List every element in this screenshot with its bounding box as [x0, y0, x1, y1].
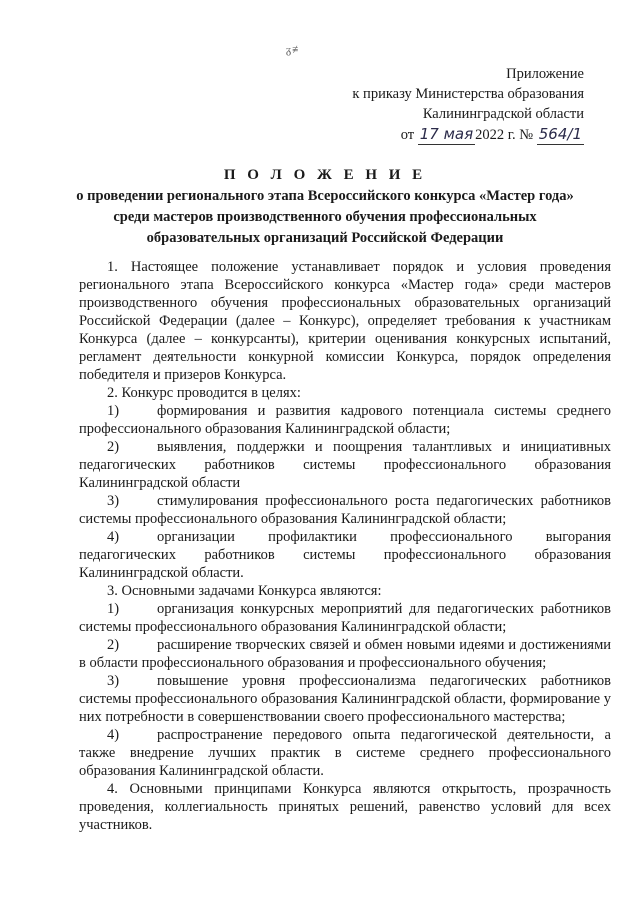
approval-ministry: к приказу Министерства образования [352, 86, 584, 102]
handwritten-scribble: ᵹ≢ [286, 44, 305, 56]
list-item-number: 2) [107, 439, 120, 455]
order-prefix: от [400, 127, 415, 143]
title-main: П О Л О Ж Е Н И Е [223, 167, 427, 183]
paragraph-2: 2. Конкурс проводится в целях: [107, 385, 301, 401]
list-item [79, 492, 611, 528]
list-item-number: 1) [107, 601, 120, 617]
paragraph-1: 1. Настоящее положение устанавливает порядок и условия проведения регионального этапа Всероссийского конкурса «Мастер года» среди мастеров производственного обучения профессиональных образовательных организаций Российской Федерации (далее – Конкурс), определяет требования к участникам Конкурса (далее – конкурсанты), критерии оценивания конкурсных испытаний, регламент деятельности конкурной комиссии Конкурса, порядок определения победителя и призеров Конкурса. [79, 259, 611, 383]
list-item-number: 3) [107, 673, 120, 689]
list-item [79, 402, 611, 438]
list-item-text: формирования и развития кадрового потенциала системы среднего профессионального образования Калининградской области; [79, 403, 611, 437]
list-item-text: выявления, поддержки и поощрения талантливых и инициативных педагогических работников системы профессионального образования Калининградской области [79, 439, 611, 491]
order-number-handwritten: 564/1 [538, 125, 582, 143]
approval-region: Калининградской области [422, 106, 584, 122]
list-item [79, 726, 611, 780]
approval-title: Приложение [506, 66, 584, 82]
paragraph-4: 4. Основными принципами Конкурса являются открытость, прозрачность проведения, коллегиальность принятых решений, равенство условий для всех участников. [79, 781, 611, 833]
list-item-text: организация конкурсных мероприятий для педагогических работников системы профессионального образования Калининградской области; [79, 601, 611, 635]
document-title [40, 165, 610, 249]
order-reference [352, 124, 584, 145]
approval-block [352, 64, 584, 145]
list-item [79, 528, 611, 582]
order-date-handwritten: 17 мая [419, 125, 474, 143]
title-subtitle-2: среди мастеров производственного обучения профессиональных [113, 209, 537, 225]
order-year: 2022 г. № [475, 127, 534, 143]
title-subtitle-1: о проведении регионального этапа Всероссийского конкурса «Мастер года» [76, 188, 574, 204]
document-body [79, 258, 611, 834]
list-item-number: 2) [107, 637, 120, 653]
list-item-number: 1) [107, 403, 120, 419]
list-item-text: распространение передового опыта педагогической деятельности, а также внедрение лучших практик в системе среднего профессионального образования Калининградской области. [79, 727, 611, 779]
list-item [79, 600, 611, 636]
paragraph-3: 3. Основными задачами Конкурса являются: [107, 583, 382, 599]
list-item-text: стимулирования профессионального роста педагогических работников системы профессионального образования Калининградской области; [79, 493, 611, 527]
list-item-number: 4) [107, 727, 120, 743]
list-item-number: 3) [107, 493, 120, 509]
list-item-number: 4) [107, 529, 120, 545]
list-item [79, 672, 611, 726]
title-subtitle-3: образовательных организаций Российской Федерации [146, 230, 504, 246]
list-item-text: организации профилактики профессионального выгорания педагогических работников системы профессионального образования Калининградской области. [79, 529, 611, 581]
list-item-text: повышение уровня профессионализма педагогических работников системы профессионального образования Калининградской области, формирование у них потребности в совершенствовании своего профессионального мастерства; [79, 673, 611, 725]
list-item-text: расширение творческих связей и обмен новыми идеями и достижениями в области профессионального образования и профессионального обучения; [79, 637, 611, 671]
list-item [79, 438, 611, 492]
list-item [79, 636, 611, 672]
